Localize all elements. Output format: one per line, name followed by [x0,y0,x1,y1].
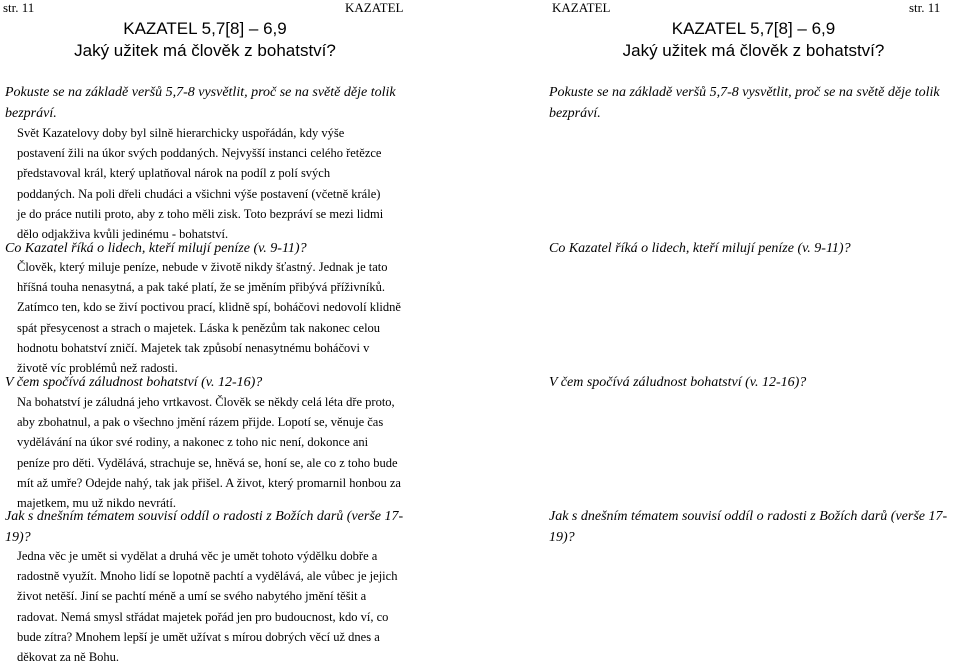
answer-2: Člověk, který miluje peníze, nebude v životě nikdy šťastný. Jednak je tato hříšná touha nenasytná, a pak také platí, že se jměním přibývá příživníků. Zatímco ten, kdo se živí poctivou prací, klidně spí, boháčovi nedovolí klidně spát přesycenost a strach o majetek. Láska k penězům tak nakonec celou hodnotu bohatství zničí. Majetek tak způsobí nenasytnému boháčovi v životě víc problémů než radosti. [17,260,401,376]
question-2: Co Kazatel říká o lidech, kteří milují peníze (v. 9-11)? [5,241,307,256]
right-title-line2: Jaký užitek má člověk z bohatství? [622,41,885,60]
right-title-line1: KAZATEL 5,7[8] – 6,9 [671,19,836,38]
right-page-number: str. 11 [909,0,941,15]
question-4: Jak s dnešním tématem souvisí oddíl o radosti z Božích darů (verše 17-19)? [5,509,404,545]
right-question-2: Co Kazatel říká o lidech, kteří milují peníze (v. 9-11)? [549,241,851,256]
right-question-4: Jak s dnešním tématem souvisí oddíl o radosti z Božích darů (verše 17-19)? [549,509,948,545]
question-1: Pokuste se na základě veršů 5,7-8 vysvětlit, proč se na světě děje tolik bezpráví. [5,85,396,121]
left-title-line2: Jaký užitek má člověk z bohatství? [74,41,336,60]
answer-1: Svět Kazatelovy doby byl silně hierarchicky uspořádán, kdy výše postavení žili na úkor svých poddaných. Nejvyšší instanci celého řetězce představoval král, který uplatňoval nárok na podíl z polí svých poddaných. Na poli dřeli chudáci a všichni výše postavení (včetně krále) je do práce nutili proto, aby z toho měli zisk. Toto bezpráví se mezi lidmi dělo odjakživa kvůli jedinému - bohatství. [17,126,384,242]
right-running-head: KAZATEL [552,0,611,15]
left-title-line1: KAZATEL 5,7[8] – 6,9 [123,19,287,38]
question-3: V čem spočívá záludnost bohatství (v. 12-16)? [5,375,263,390]
left-running-head: KAZATEL [345,0,404,15]
right-question-1: Pokuste se na základě veršů 5,7-8 vysvětlit, proč se na světě děje tolik bezpráví. [549,85,940,121]
answer-3: Na bohatství je záludná jeho vrtkavost. Člověk se někdy celá léta dře proto, aby zbohatnul, a pak o všechno jmění rázem přijde. Lopotí se, věnuje čas vydělávání na úkor své rodiny, a nakonec z toho nic není, dokonce ani peníze pro děti. Vydělává, strachuje se, hněvá se, honí se, ale co z toho bude mít až umře? Odejde nahý, tak jak přišel. A život, který promarnil honbou za majetkem, mu už nikdo nevrátí. [17,395,401,511]
left-page-number: str. 11 [3,0,35,15]
answer-4: Jedna věc je umět si vydělat a druhá věc je umět tohoto výdělku dobře a radostně využít. Mnoho lidí se lopotně pachtí a vydělává, ale vůbec je jejich život netěší. Jiní se pachtí méně a umí se svého nabytého jmění těšit a radovat. Nemá smysl střádat majetek pořád jen pro budoucnost, kdo ví, co bude zítra? Mnohem lepší je umět užívat s mírou dobrých věcí už dnes a děkovat za ně Bohu. [17,549,398,665]
right-question-3: V čem spočívá záludnost bohatství (v. 12-16)? [549,375,807,390]
